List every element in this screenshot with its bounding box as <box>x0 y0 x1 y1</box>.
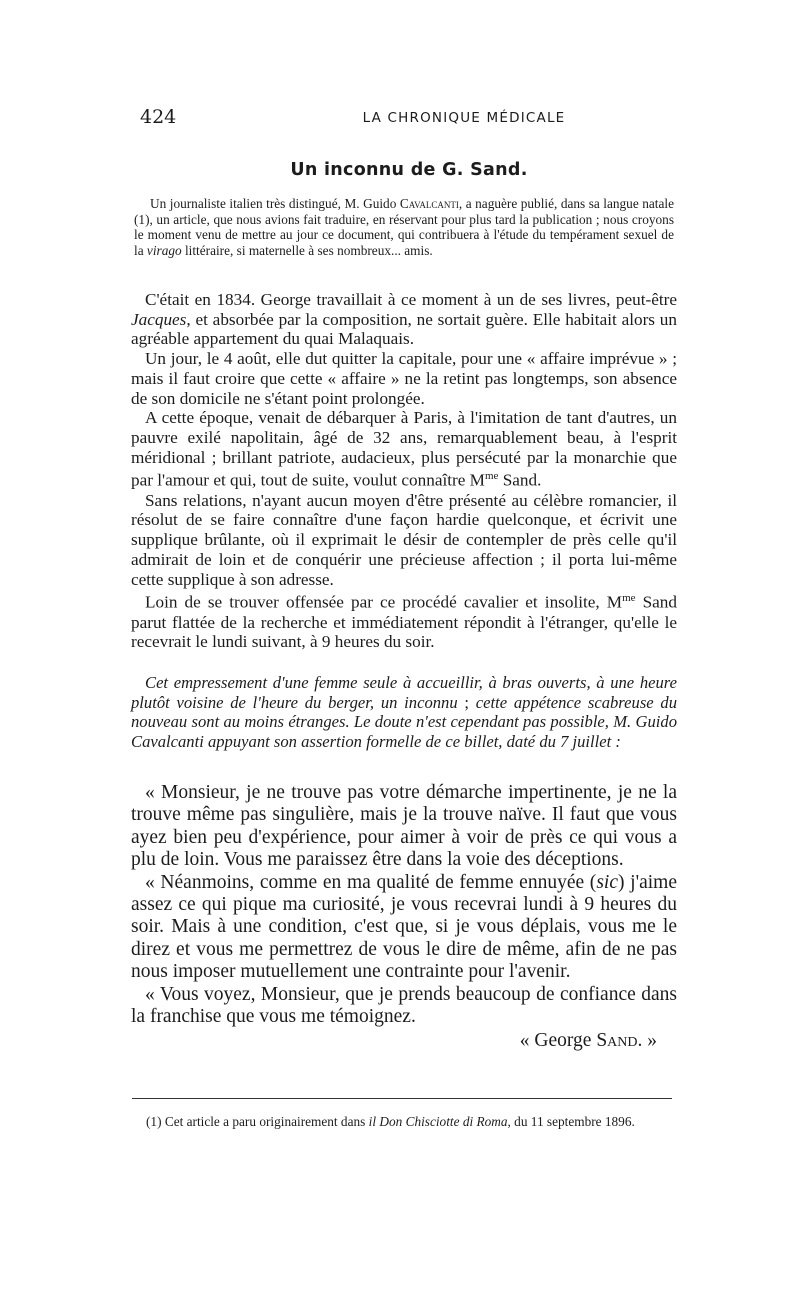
letter-paragraph: « Vous voyez, Monsieur, que je prends beaucoup de confiance dans la franchise que vous me témoignez. <box>131 983 677 1028</box>
body-text: Sand. <box>498 471 542 491</box>
footnote-part: , du 11 septembre 1896. <box>507 1114 635 1129</box>
intro-text: , a naguère publié, dans sa langue natale (1), un article, que nous avions fait traduire, en réservant pour plus tard la publication ; nous croyons le moment venu de mettre au jour ce document, qui contribuera à l'étude du tempérament sexuel de la <box>134 196 674 259</box>
sic-word: sic <box>596 871 618 893</box>
article-title: Un inconnu de G. Sand. <box>290 160 528 180</box>
commentary-text: Cet empressement d'une femme seule à accueillir, à bras ouverts, à une heure plutôt voisine de l'heure du berger, un inconnu <box>131 673 677 712</box>
article-body <box>131 290 677 652</box>
quoted-letter <box>131 782 677 1053</box>
intro-text: littéraire, si maternelle à ses nombreux... amis. <box>181 243 433 259</box>
footnote <box>132 1114 672 1130</box>
body-paragraph: Un jour, le 4 août, elle dut quitter la capitale, pour une « affaire imprévue » ; mais il faut croire que cette « affaire » ne la retint pas longtemps, son absence de son domicile ne s'étant point prolongée. <box>131 349 677 408</box>
letter-signature <box>131 1030 677 1052</box>
body-paragraph <box>131 290 677 349</box>
letter-text: « Néanmoins, comme en ma qualité de femme ennuyée ( <box>145 871 597 893</box>
editorial-intro <box>134 196 674 259</box>
intro-text: Un journaliste italien très distingué, M. Guido <box>150 196 400 211</box>
letter-paragraph: « Monsieur, je ne trouve pas votre démarche impertinente, je ne la trouve même pas singulière, mais je la trouve naïve. Il faut que vous ayez bien peu d'expérience, pour aimer à voir de près ce qui vous a plu de loin. Vous me paraissez être dans la voie des déceptions. <box>131 782 677 871</box>
virago-word: virago <box>146 243 182 259</box>
body-text: A cette époque, venait de débarquer à Paris, à l'imitation de tant d'autres, un pauvre exilé napolitain, âgé de 32 ans, remarquablement beau, à l'esprit méridional ; brillant patriote, audacieux, plus persécuté par la monarchie que par l'amour et qui, tout de suite, voulut connaître M <box>131 408 677 491</box>
body-text: C'était en 1834. George travaillait à ce moment à un de ses livres, peut-être <box>145 290 677 309</box>
letter-text: ) j'aime assez ce qui pique ma curiosité, je vous recevrai lundi à 9 heures du soir. Mais à une condition, c'est que, si je vous déplais, vous me le direz et vous me permettrez de vous le dire de même, afin de ne pas nous imposer mutuellement une contrainte pour l'avenir. <box>131 871 677 983</box>
body-paragraph <box>131 408 677 491</box>
signature-text: « George <box>519 1030 597 1052</box>
journal-title: LA CHRONIQUE MÉDICALE <box>362 110 566 126</box>
footnote-part: (1) Cet article a paru originairement dans <box>146 1114 369 1129</box>
footnote-divider <box>132 1098 672 1099</box>
book-title: Jacques <box>131 309 187 329</box>
body-text: Loin de se trouver offensée par ce procédé cavalier et insolite, M <box>145 593 623 613</box>
signature-text: . » <box>637 1030 657 1052</box>
intro-paragraph <box>134 196 674 259</box>
letter-paragraph <box>131 872 677 984</box>
signature-name: Sand <box>596 1030 638 1052</box>
commentary <box>131 673 677 752</box>
commentary-paragraph <box>131 673 677 752</box>
body-text: , et absorbée par la composition, ne sortait guère. Elle habitait alors un agréable appartement du quai Malaquais. <box>131 309 677 349</box>
commentary-text: ; <box>464 692 470 712</box>
body-paragraph <box>131 589 677 652</box>
superscript: me <box>484 470 499 483</box>
page-number: 424 <box>140 106 177 128</box>
author-name: Cavalcanti <box>399 196 459 211</box>
newspaper-title: il Don Chisciotte di Roma <box>368 1114 508 1129</box>
commentary-text: cette appétence scabreuse du nouveau sont au moins étranges. Le doute n'est cependant pas possible, M. Guido Cavalcanti appuyant son assertion formelle de ce billet, daté du 7 juillet : <box>131 692 677 752</box>
running-head <box>140 106 678 132</box>
body-paragraph: Sans relations, n'ayant aucun moyen d'être présenté au célèbre romancier, il résolut de se faire connaître d'une façon hardie quelconque, et écrivit une supplique brûlante, où il exprimait le désir de contempler de près celle qu'il admirait de loin et de conquérir une précieuse affection ; il porta lui-même cette supplique à son adresse. <box>131 490 677 589</box>
footnote-text <box>132 1114 672 1130</box>
superscript: me <box>622 592 636 605</box>
body-text: Sand parut flattée de la recherche et immédiatement répondit à l'étranger, qu'elle le recevrait le lundi suivant, à 9 heures du soir. <box>131 593 677 652</box>
